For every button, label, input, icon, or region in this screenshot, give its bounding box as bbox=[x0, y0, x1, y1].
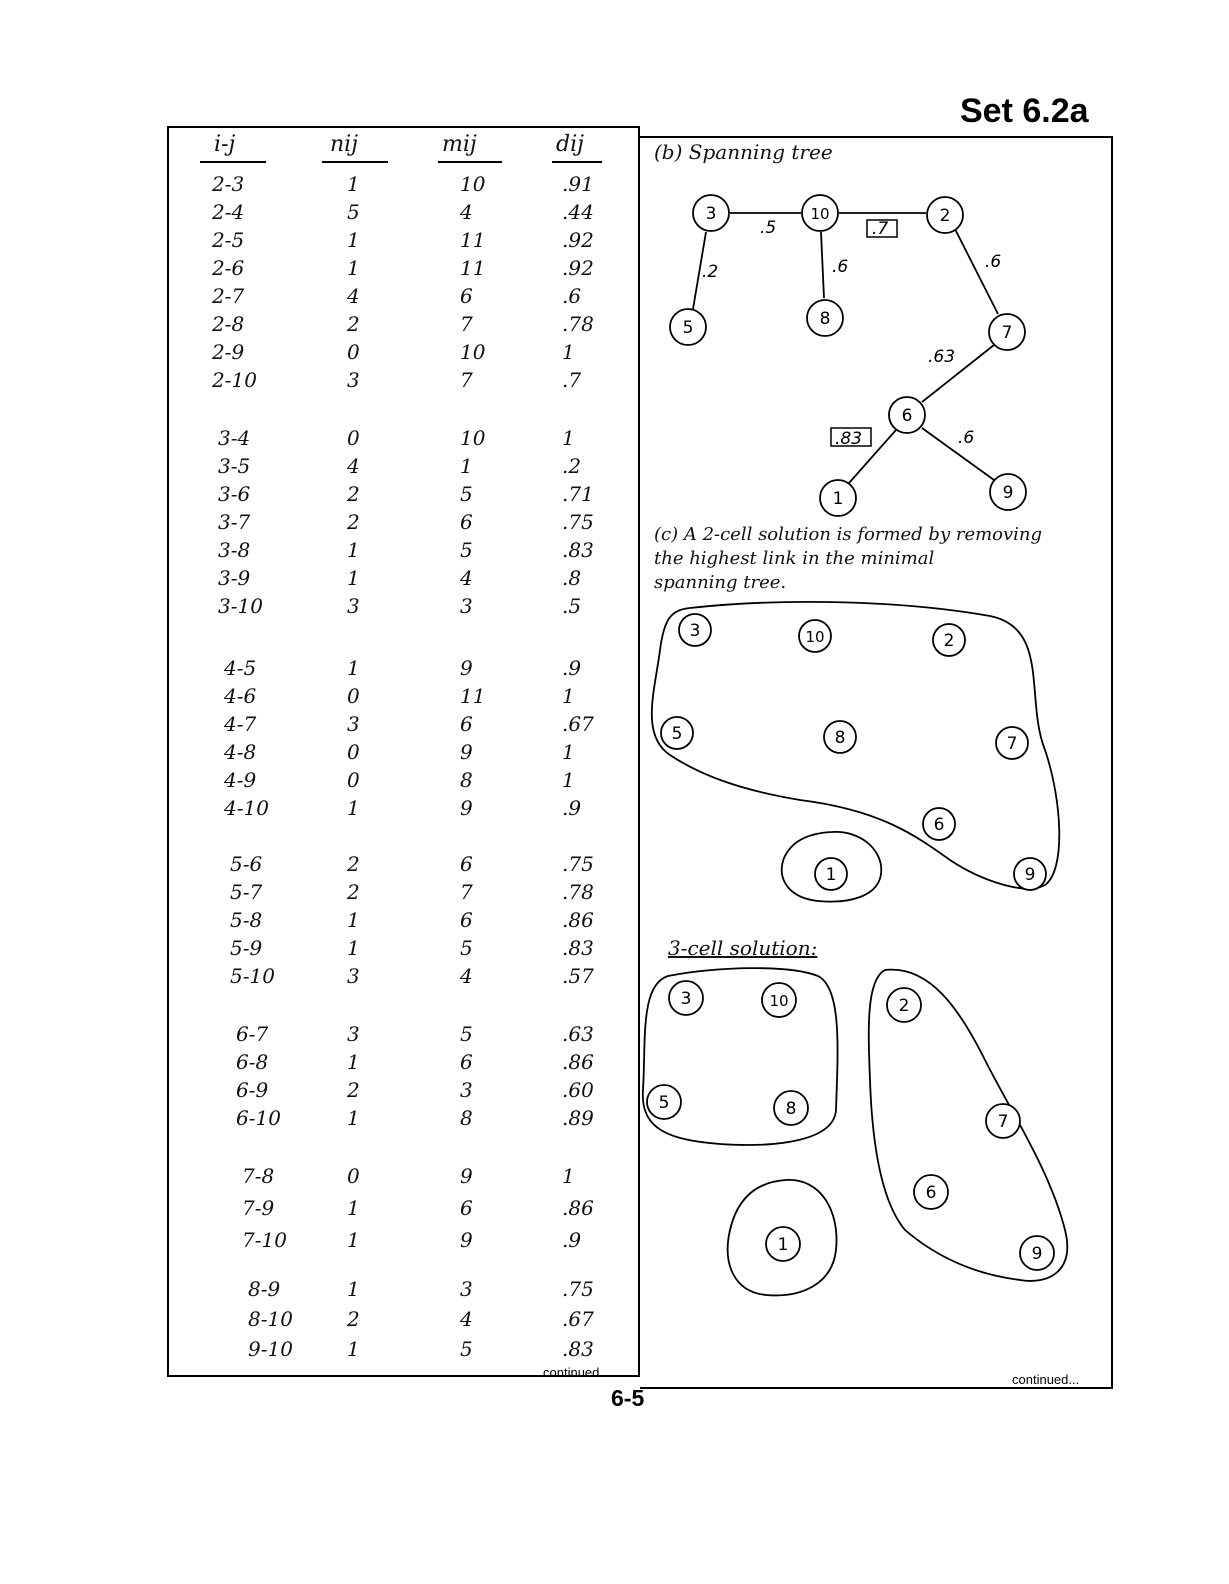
n-cell: 1 bbox=[347, 1337, 360, 1361]
header-ij: i-j bbox=[214, 132, 236, 157]
pair-cell: 9-10 bbox=[248, 1337, 293, 1361]
m-cell: 1 bbox=[460, 454, 473, 478]
n-cell: 4 bbox=[347, 284, 360, 308]
m-cell: 10 bbox=[460, 340, 486, 364]
d-cell: 1 bbox=[562, 684, 575, 708]
node-label: 6 bbox=[933, 815, 945, 835]
n-cell: 3 bbox=[347, 712, 360, 736]
m-cell: 7 bbox=[460, 312, 473, 336]
n-cell: 0 bbox=[347, 768, 360, 792]
node-label: 1 bbox=[832, 489, 844, 509]
header-dij: dij bbox=[556, 132, 584, 157]
node-label: 1 bbox=[825, 865, 837, 885]
m-cell: 11 bbox=[460, 684, 486, 708]
m-cell: 6 bbox=[460, 1050, 473, 1074]
node-label: 10 bbox=[810, 205, 830, 223]
pair-cell: 2-8 bbox=[212, 312, 245, 336]
node-label: 10 bbox=[769, 992, 789, 1010]
node-label: 7 bbox=[1006, 734, 1018, 754]
node-label: 1 bbox=[777, 1235, 789, 1255]
d-cell: .86 bbox=[562, 1196, 594, 1220]
page-title: Set 6.2a bbox=[960, 92, 1089, 130]
m-cell: 4 bbox=[460, 200, 473, 224]
n-cell: 1 bbox=[347, 796, 360, 820]
pair-cell: 3-9 bbox=[218, 566, 251, 590]
m-cell: 7 bbox=[460, 880, 473, 904]
m-cell: 11 bbox=[460, 256, 486, 280]
node-label: 3 bbox=[680, 989, 692, 1009]
edge-label: .63 bbox=[928, 347, 956, 367]
m-cell: 6 bbox=[460, 510, 473, 534]
pair-cell: 8-10 bbox=[248, 1307, 293, 1331]
m-cell: 3 bbox=[460, 1078, 473, 1102]
m-cell: 9 bbox=[460, 740, 473, 764]
m-cell: 9 bbox=[460, 1164, 473, 1188]
n-cell: 1 bbox=[347, 656, 360, 680]
node-label: 2 bbox=[898, 996, 910, 1016]
d-cell: 1 bbox=[562, 740, 575, 764]
pair-cell: 2-7 bbox=[212, 284, 245, 308]
node-label: 9 bbox=[1031, 1244, 1043, 1264]
m-cell: 9 bbox=[460, 1228, 473, 1252]
n-cell: 2 bbox=[347, 852, 360, 876]
continued-note: continued... bbox=[1012, 1372, 1080, 1387]
m-cell: 5 bbox=[460, 1337, 473, 1361]
two-cell-caption-line2: the highest link in the minimal bbox=[654, 548, 935, 569]
m-cell: 6 bbox=[460, 908, 473, 932]
edge-label: .6 bbox=[958, 428, 975, 448]
node-label: 5 bbox=[682, 318, 694, 338]
header-mij: mij bbox=[442, 132, 477, 157]
d-cell: .2 bbox=[562, 454, 582, 478]
edge-label: .83 bbox=[835, 429, 863, 449]
node-label: 2 bbox=[939, 206, 951, 226]
d-cell: .83 bbox=[562, 1337, 594, 1361]
n-cell: 0 bbox=[347, 340, 360, 364]
m-cell: 8 bbox=[460, 1106, 473, 1130]
m-cell: 5 bbox=[460, 482, 473, 506]
continued-note: continued... bbox=[543, 1365, 611, 1380]
m-cell: 9 bbox=[460, 796, 473, 820]
pair-cell: 7-9 bbox=[242, 1196, 275, 1220]
pair-cell: 2-4 bbox=[212, 200, 245, 224]
d-cell: .8 bbox=[562, 566, 582, 590]
d-cell: .63 bbox=[562, 1022, 594, 1046]
pair-cell: 5-6 bbox=[230, 852, 263, 876]
pair-cell: 2-10 bbox=[212, 368, 257, 392]
n-cell: 1 bbox=[347, 172, 360, 196]
pair-cell: 4-7 bbox=[224, 712, 257, 736]
m-cell: 10 bbox=[460, 172, 486, 196]
node-label: 8 bbox=[834, 728, 846, 748]
m-cell: 4 bbox=[460, 964, 473, 988]
pair-cell: 6-8 bbox=[236, 1050, 269, 1074]
n-cell: 0 bbox=[347, 426, 360, 450]
m-cell: 8 bbox=[460, 768, 473, 792]
n-cell: 2 bbox=[347, 510, 360, 534]
d-cell: .60 bbox=[562, 1078, 594, 1102]
edge-label: .2 bbox=[702, 262, 719, 282]
pair-cell: 2-9 bbox=[212, 340, 245, 364]
header-nij: nij bbox=[330, 132, 359, 157]
m-cell: 3 bbox=[460, 594, 473, 618]
spanning-tree-caption: (b) Spanning tree bbox=[654, 140, 833, 164]
pair-cell: 2-3 bbox=[212, 172, 245, 196]
n-cell: 1 bbox=[347, 1196, 360, 1220]
tree-nodes bbox=[670, 195, 1026, 516]
d-cell: 1 bbox=[562, 1164, 575, 1188]
m-cell: 4 bbox=[460, 1307, 473, 1331]
d-cell: .91 bbox=[562, 172, 594, 196]
pair-cell: 2-5 bbox=[212, 228, 245, 252]
n-cell: 2 bbox=[347, 880, 360, 904]
d-cell: .7 bbox=[562, 368, 582, 392]
pair-cell: 5-7 bbox=[230, 880, 263, 904]
m-cell: 3 bbox=[460, 1277, 473, 1301]
n-cell: 2 bbox=[347, 482, 360, 506]
n-cell: 1 bbox=[347, 256, 360, 280]
edge-label: .5 bbox=[760, 218, 777, 238]
d-cell: .44 bbox=[562, 200, 594, 224]
n-cell: 1 bbox=[347, 538, 360, 562]
pair-cell: 8-9 bbox=[248, 1277, 281, 1301]
node-label: 3 bbox=[689, 621, 701, 641]
edge-label: .7 bbox=[872, 219, 889, 239]
pair-cell: 2-6 bbox=[212, 256, 245, 280]
d-cell: .86 bbox=[562, 908, 594, 932]
pair-cell: 5-8 bbox=[230, 908, 263, 932]
n-cell: 3 bbox=[347, 594, 360, 618]
pair-cell: 5-9 bbox=[230, 936, 263, 960]
node-label: 6 bbox=[901, 406, 913, 426]
n-cell: 1 bbox=[347, 908, 360, 932]
d-cell: .78 bbox=[562, 880, 594, 904]
pair-cell: 3-7 bbox=[218, 510, 251, 534]
node-label: 6 bbox=[925, 1183, 937, 1203]
node-label: 3 bbox=[705, 204, 717, 224]
d-cell: .83 bbox=[562, 538, 594, 562]
node-label: 8 bbox=[785, 1099, 797, 1119]
n-cell: 3 bbox=[347, 1022, 360, 1046]
page-number: 6-5 bbox=[611, 1385, 645, 1411]
d-cell: .9 bbox=[562, 796, 582, 820]
pair-cell: 3-5 bbox=[218, 454, 251, 478]
edge-label: .6 bbox=[832, 257, 849, 277]
n-cell: 1 bbox=[347, 228, 360, 252]
m-cell: 7 bbox=[460, 368, 473, 392]
pair-cell: 5-10 bbox=[230, 964, 275, 988]
d-cell: .75 bbox=[562, 510, 594, 534]
node-label: 9 bbox=[1024, 865, 1036, 885]
pair-cell: 3-4 bbox=[218, 426, 251, 450]
d-cell: 1 bbox=[562, 768, 575, 792]
n-cell: 1 bbox=[347, 1228, 360, 1252]
pair-cell: 3-10 bbox=[218, 594, 263, 618]
d-cell: .86 bbox=[562, 1050, 594, 1074]
tree-edge-labels bbox=[702, 218, 1001, 449]
n-cell: 0 bbox=[347, 684, 360, 708]
pair-cell: 7-8 bbox=[242, 1164, 275, 1188]
pair-cell: 7-10 bbox=[242, 1228, 287, 1252]
d-cell: .9 bbox=[562, 656, 582, 680]
m-cell: 5 bbox=[460, 936, 473, 960]
d-cell: .75 bbox=[562, 852, 594, 876]
n-cell: 0 bbox=[347, 1164, 360, 1188]
pair-cell: 4-9 bbox=[224, 768, 257, 792]
node-label: 7 bbox=[997, 1112, 1009, 1132]
two-cell-caption-line3: spanning tree. bbox=[654, 572, 787, 593]
m-cell: 6 bbox=[460, 284, 473, 308]
n-cell: 5 bbox=[347, 200, 360, 224]
m-cell: 9 bbox=[460, 656, 473, 680]
d-cell: .6 bbox=[562, 284, 582, 308]
pair-cell: 4-8 bbox=[224, 740, 257, 764]
node-label: 10 bbox=[805, 628, 825, 646]
node-label: 8 bbox=[819, 309, 831, 329]
m-cell: 5 bbox=[460, 1022, 473, 1046]
n-cell: 1 bbox=[347, 1277, 360, 1301]
d-cell: 1 bbox=[562, 426, 575, 450]
d-cell: .83 bbox=[562, 936, 594, 960]
two-cell-caption-line1: (c) A 2-cell solution is formed by removing bbox=[654, 524, 1043, 545]
edge-label: .6 bbox=[985, 252, 1002, 272]
three-cell-nodes bbox=[647, 981, 1054, 1270]
n-cell: 4 bbox=[347, 454, 360, 478]
m-cell: 4 bbox=[460, 566, 473, 590]
node-label: 5 bbox=[658, 1093, 670, 1113]
d-cell: .92 bbox=[562, 228, 594, 252]
pair-cell: 6-10 bbox=[236, 1106, 281, 1130]
m-cell: 5 bbox=[460, 538, 473, 562]
m-cell: 6 bbox=[460, 1196, 473, 1220]
pair-cell: 6-9 bbox=[236, 1078, 269, 1102]
n-cell: 1 bbox=[347, 566, 360, 590]
d-cell: .67 bbox=[562, 1307, 594, 1331]
d-cell: .89 bbox=[562, 1106, 594, 1130]
pair-cell: 4-6 bbox=[224, 684, 257, 708]
pair-cell: 3-8 bbox=[218, 538, 251, 562]
n-cell: 3 bbox=[347, 368, 360, 392]
n-cell: 1 bbox=[347, 936, 360, 960]
n-cell: 2 bbox=[347, 1307, 360, 1331]
pair-cell: 3-6 bbox=[218, 482, 251, 506]
d-cell: .57 bbox=[562, 964, 594, 988]
n-cell: 0 bbox=[347, 740, 360, 764]
n-cell: 3 bbox=[347, 964, 360, 988]
n-cell: 1 bbox=[347, 1050, 360, 1074]
d-cell: .75 bbox=[562, 1277, 594, 1301]
m-cell: 6 bbox=[460, 712, 473, 736]
n-cell: 2 bbox=[347, 312, 360, 336]
m-cell: 6 bbox=[460, 852, 473, 876]
node-label: 5 bbox=[671, 724, 683, 744]
n-cell: 2 bbox=[347, 1078, 360, 1102]
m-cell: 10 bbox=[460, 426, 486, 450]
pair-cell: 6-7 bbox=[236, 1022, 269, 1046]
d-cell: .9 bbox=[562, 1228, 582, 1252]
d-cell: .67 bbox=[562, 712, 594, 736]
d-cell: .71 bbox=[562, 482, 594, 506]
edge-10-8 bbox=[821, 232, 824, 298]
m-cell: 11 bbox=[460, 228, 486, 252]
n-cell: 1 bbox=[347, 1106, 360, 1130]
d-cell: .5 bbox=[562, 594, 582, 618]
d-cell: .78 bbox=[562, 312, 594, 336]
node-label: 7 bbox=[1001, 323, 1013, 343]
pair-cell: 4-5 bbox=[224, 656, 257, 680]
node-label: 9 bbox=[1002, 483, 1014, 503]
pair-cell: 4-10 bbox=[224, 796, 269, 820]
three-cell-caption: 3-cell solution: bbox=[668, 936, 818, 960]
two-cell-nodes bbox=[661, 614, 1046, 890]
d-cell: .92 bbox=[562, 256, 594, 280]
node-label: 2 bbox=[943, 631, 955, 651]
d-cell: 1 bbox=[562, 340, 575, 364]
